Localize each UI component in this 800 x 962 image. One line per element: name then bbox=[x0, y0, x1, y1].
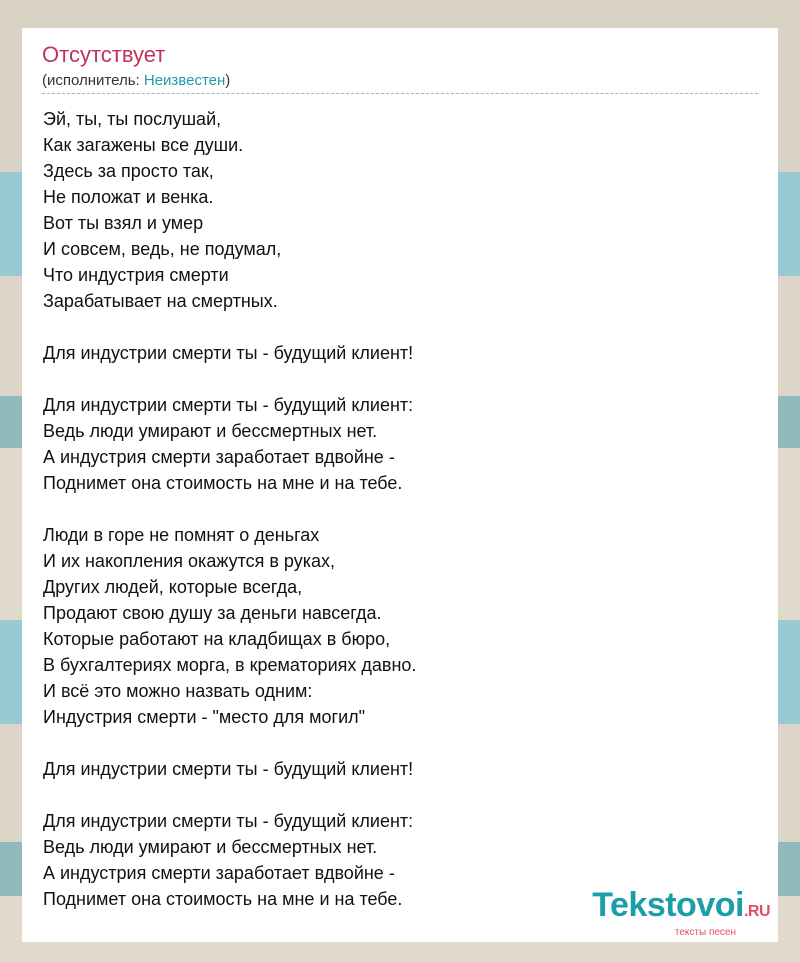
lyrics-line: Поднимет она стоимость на мне и на тебе. bbox=[43, 889, 403, 909]
lyrics-line: Вот ты взял и умер bbox=[43, 213, 204, 233]
lyrics-line: Продают свою душу за деньги навсегда. bbox=[43, 603, 382, 623]
lyrics-line: Для индустрии смерти ты - будущий клиент: bbox=[43, 811, 414, 831]
lyrics-blank-line bbox=[43, 730, 743, 756]
lyrics-line: Для индустрии смерти ты - будущий клиент! bbox=[43, 343, 414, 363]
header-divider bbox=[42, 93, 758, 94]
lyrics-line: Как загажены все души. bbox=[43, 135, 244, 155]
lyrics-line: Эй, ты, ты послушай, bbox=[43, 109, 222, 129]
lyrics-blank-line bbox=[43, 782, 743, 808]
lyrics-line: Индустрия смерти - "место для могил" bbox=[43, 707, 366, 727]
lyrics-line: Что индустрия смерти bbox=[43, 265, 229, 285]
lyrics-line: В бухгалтериях морга, в крематориях давно. bbox=[43, 655, 417, 675]
lyrics-line: Зарабатывает на смертных. bbox=[43, 291, 278, 311]
lyrics-line: И всё это можно назвать одним: bbox=[43, 681, 313, 701]
artist-link[interactable]: Неизвестен bbox=[143, 72, 226, 89]
lyrics-line: Которые работают на кладбищах в бюро, bbox=[43, 629, 391, 649]
lyrics-line: А индустрия смерти заработает вдвойне - bbox=[43, 447, 395, 467]
lyrics-blank-line bbox=[43, 366, 743, 392]
lyrics-line: Не положат и венка. bbox=[43, 187, 214, 207]
lyrics-text bbox=[43, 106, 743, 912]
lyrics-line: Для индустрии смерти ты - будущий клиент: bbox=[43, 395, 414, 415]
lyrics-blank-line bbox=[43, 314, 743, 340]
lyrics-line: Ведь люди умирают и бессмертных нет. bbox=[43, 421, 378, 441]
lyrics-line: А индустрия смерти заработает вдвойне - bbox=[43, 863, 395, 883]
meta-suffix: ) bbox=[225, 72, 231, 89]
lyrics-line: И их накопления окажутся в руках, bbox=[43, 551, 336, 571]
logo-wordmark bbox=[592, 888, 770, 929]
site-logo[interactable] bbox=[592, 888, 770, 938]
logo-brand: Tekstovoi bbox=[592, 886, 744, 924]
lyrics-line: Для индустрии смерти ты - будущий клиент! bbox=[43, 759, 414, 779]
lyrics-card bbox=[22, 28, 778, 942]
song-title: Отсутствует bbox=[42, 42, 166, 67]
logo-tld: .RU bbox=[743, 903, 770, 920]
lyrics-line: Поднимет она стоимость на мне и на тебе. bbox=[43, 473, 403, 493]
lyrics-blank-line bbox=[43, 496, 743, 522]
lyrics-line: Других людей, которые всегда, bbox=[43, 577, 303, 597]
lyrics-line: И совсем, ведь, не подумал, bbox=[43, 239, 282, 259]
lyrics-line: Люди в горе не помнят о деньгах bbox=[43, 525, 320, 545]
song-meta bbox=[42, 72, 230, 89]
logo-tagline: тексты песен bbox=[674, 927, 736, 938]
lyrics-line: Здесь за просто так, bbox=[43, 161, 214, 181]
lyrics-line: Ведь люди умирают и бессмертных нет. bbox=[43, 837, 378, 857]
meta-prefix: (исполнитель: bbox=[42, 72, 144, 89]
